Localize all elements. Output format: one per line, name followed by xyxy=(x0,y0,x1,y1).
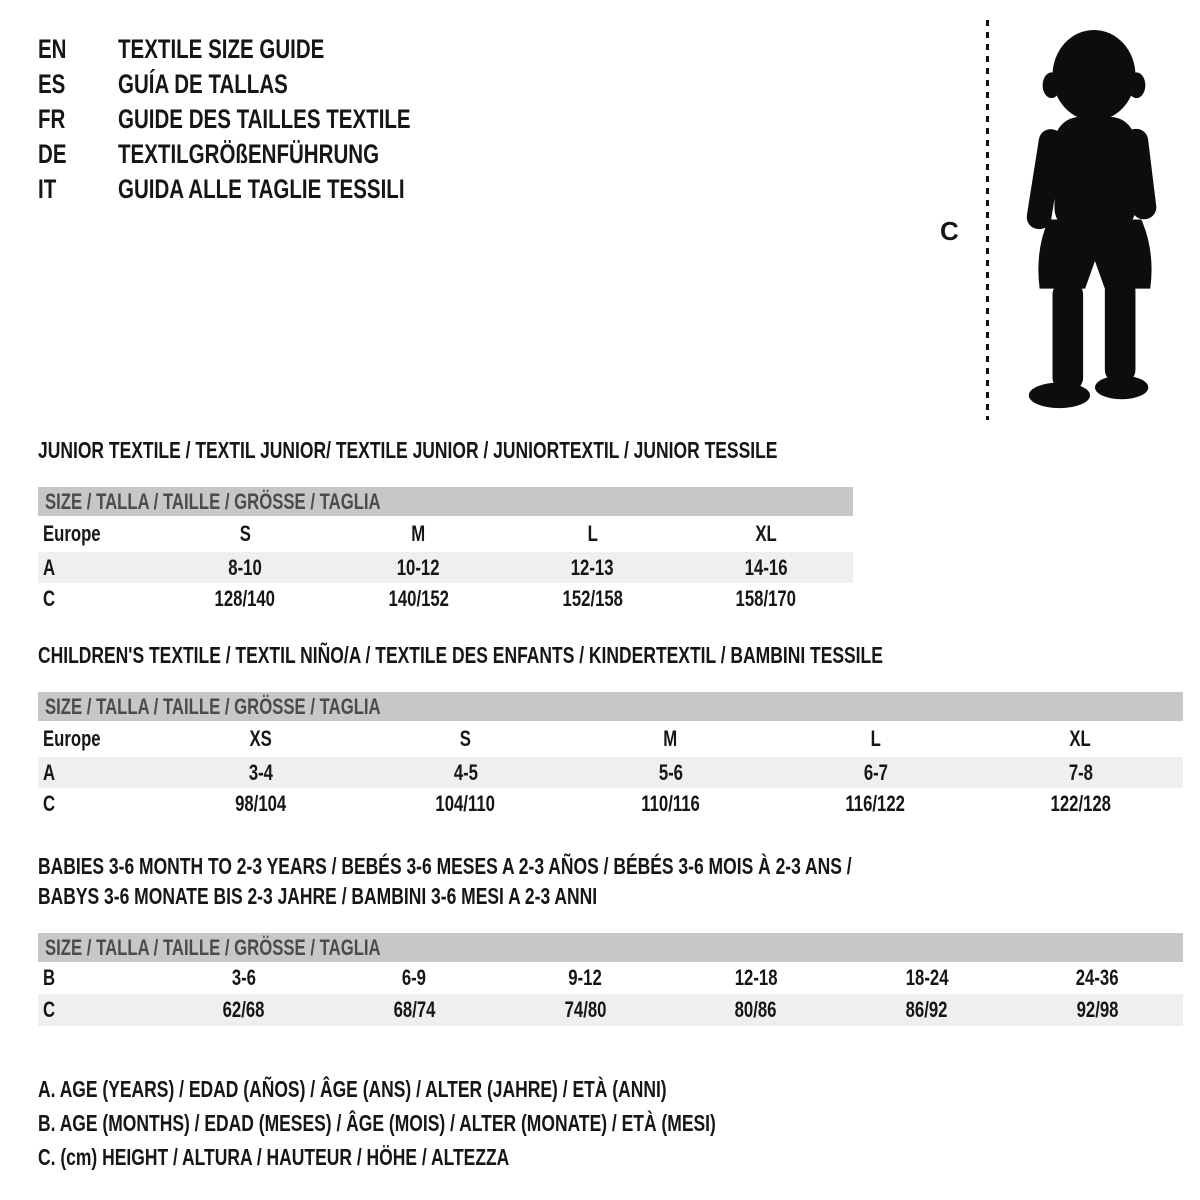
table-cell xyxy=(679,516,853,552)
table-cell xyxy=(332,516,506,552)
language-code xyxy=(38,32,118,67)
cell-text: 158/170 xyxy=(735,585,797,611)
section-babies xyxy=(38,851,1200,1026)
baby-silhouette-icon xyxy=(1001,26,1183,421)
size-header-bar xyxy=(38,487,853,516)
table-cell xyxy=(506,552,680,583)
section-children xyxy=(38,642,1200,819)
section-heading-line xyxy=(38,881,1200,911)
section-junior xyxy=(38,437,1200,614)
row-label-text: C xyxy=(43,585,56,611)
row-label-text: Europe xyxy=(43,726,101,751)
language-code xyxy=(38,172,118,207)
row-label-cell xyxy=(38,962,158,994)
table-cell xyxy=(329,994,500,1026)
legend-text: B. AGE (MONTHS) / EDAD (MESES) / ÂGE (MOIS) / ALTER (MONATE) / ETÀ (MESI) xyxy=(38,1110,716,1136)
table-cell xyxy=(506,583,680,614)
language-title xyxy=(118,137,462,172)
size-table xyxy=(38,721,1183,819)
row-label-cell xyxy=(38,788,158,819)
table-cell xyxy=(841,994,1012,1026)
cell-text: 104/110 xyxy=(435,790,496,816)
cell-text: 128/140 xyxy=(214,585,276,611)
section-heading-line xyxy=(38,851,1200,881)
cell-text: M xyxy=(663,726,678,751)
cell-text: 68/74 xyxy=(393,997,436,1022)
table-cell xyxy=(363,757,568,788)
table-cell xyxy=(158,516,332,552)
table-cell xyxy=(978,788,1183,819)
cell-text: 122/128 xyxy=(1050,790,1111,816)
table-row xyxy=(38,721,1183,757)
cell-text: 62/68 xyxy=(222,997,265,1022)
table-cell xyxy=(158,788,363,819)
row-label-cell xyxy=(38,721,158,757)
cell-text: 86/92 xyxy=(905,997,948,1022)
table-cell xyxy=(363,721,568,757)
cell-text: 92/98 xyxy=(1076,997,1119,1022)
table-cell xyxy=(158,552,332,583)
table-cell xyxy=(158,583,332,614)
cell-text: 116/122 xyxy=(845,790,906,816)
cell-text: 7-8 xyxy=(1068,759,1093,785)
section-heading-text: CHILDREN'S TEXTILE / TEXTIL NIÑO/A / TEXTILE DES ENFANTS / KINDERTEXTIL / BAMBINI TESSILE xyxy=(38,642,883,668)
table-cell xyxy=(500,962,671,994)
cell-text: M xyxy=(411,521,426,546)
section-heading-text: BABYS 3-6 MONATE BIS 2-3 JAHRE / BAMBINI 3-6 MESI A 2-3 ANNI xyxy=(38,883,598,909)
language-code-text: DE xyxy=(38,139,67,169)
cell-text: 98/104 xyxy=(234,790,287,816)
cell-text: XL xyxy=(1069,726,1092,751)
cell-text: 6-9 xyxy=(402,965,427,990)
table-cell xyxy=(679,583,853,614)
language-title-text: GUIDE DES TAILLES TEXTILE xyxy=(118,104,411,134)
section-heading xyxy=(38,851,1200,911)
cell-text: 74/80 xyxy=(564,997,606,1022)
table-cell xyxy=(841,962,1012,994)
legend xyxy=(38,1072,1200,1174)
table-row xyxy=(38,583,853,614)
height-figure xyxy=(906,20,1198,434)
table-cell xyxy=(158,757,363,788)
cell-text: 24-36 xyxy=(1076,965,1119,990)
section-heading xyxy=(38,642,1200,668)
table-cell xyxy=(568,757,773,788)
cell-text: 12-18 xyxy=(734,965,778,990)
language-title-text: GUÍA DE TALLAS xyxy=(118,69,288,99)
size-table xyxy=(38,516,853,614)
cell-text: 3-6 xyxy=(231,965,256,990)
size-table xyxy=(38,962,1183,1026)
cell-text: 80/86 xyxy=(734,997,777,1022)
table-cell xyxy=(332,583,506,614)
table-cell xyxy=(1012,994,1183,1026)
size-header-bar xyxy=(38,692,1183,721)
legend-text: C. (cm) HEIGHT / ALTURA / HAUTEUR / HÖHE / ALTEZZA xyxy=(38,1144,510,1170)
language-code xyxy=(38,137,118,172)
cell-text: S xyxy=(239,521,251,546)
table-row xyxy=(38,757,1183,788)
row-label-text: C xyxy=(43,997,56,1022)
table-cell xyxy=(329,962,500,994)
table-row xyxy=(38,994,1183,1026)
language-title xyxy=(118,172,495,207)
height-dashed-line xyxy=(986,20,989,420)
cell-text: 152/158 xyxy=(562,585,623,611)
table-row xyxy=(38,516,853,552)
size-header-bar xyxy=(38,933,1183,962)
table-cell xyxy=(773,721,978,757)
language-code xyxy=(38,67,118,102)
table-cell xyxy=(670,994,841,1026)
legend-text: A. AGE (YEARS) / EDAD (AÑOS) / ÂGE (ANS) / ALTER (JAHRE) / ETÀ (ANNI) xyxy=(38,1076,667,1102)
cell-text: 110/116 xyxy=(641,790,700,816)
row-label-cell xyxy=(38,757,158,788)
table-cell xyxy=(773,788,978,819)
cell-text: L xyxy=(587,521,598,546)
table-cell xyxy=(158,994,329,1026)
table-row xyxy=(38,962,1183,994)
table-cell xyxy=(978,721,1183,757)
cell-text: 12-13 xyxy=(570,554,614,580)
table-cell xyxy=(679,552,853,583)
table-cell xyxy=(363,788,568,819)
legend-line-a xyxy=(38,1072,1200,1106)
size-header-text: SIZE / TALLA / TAILLE / GRÖSSE / TAGLIA xyxy=(45,935,381,960)
table-cell xyxy=(568,788,773,819)
language-code-text: FR xyxy=(38,104,66,134)
language-title xyxy=(118,67,342,102)
cell-text: 14-16 xyxy=(744,554,788,580)
cell-text: 18-24 xyxy=(905,965,949,990)
cell-text: L xyxy=(870,726,881,751)
language-code-text: EN xyxy=(38,34,67,64)
language-code-text: ES xyxy=(38,69,66,99)
size-header-text: SIZE / TALLA / TAILLE / GRÖSSE / TAGLIA xyxy=(45,694,381,719)
language-title-text: TEXTILE SIZE GUIDE xyxy=(118,34,325,64)
table-row xyxy=(38,788,1183,819)
height-line-label: C xyxy=(940,216,959,246)
language-title xyxy=(118,32,390,67)
cell-text: 9-12 xyxy=(568,965,602,990)
language-code-text: IT xyxy=(38,174,57,204)
row-label-cell xyxy=(38,994,158,1026)
row-label-text: A xyxy=(43,554,56,580)
cell-text: 8-10 xyxy=(228,554,262,580)
cell-text: 140/152 xyxy=(388,585,449,611)
legend-line-c xyxy=(38,1140,1200,1174)
table-cell xyxy=(158,962,329,994)
language-title-text: TEXTILGRÖßENFÜHRUNG xyxy=(118,139,380,169)
row-label-text: C xyxy=(43,790,56,816)
table-cell xyxy=(1012,962,1183,994)
table-cell xyxy=(773,757,978,788)
cell-text: 5-6 xyxy=(658,759,683,785)
cell-text: 10-12 xyxy=(397,554,441,580)
row-label-cell xyxy=(38,583,158,614)
row-label-text: Europe xyxy=(43,521,101,546)
table-cell xyxy=(978,757,1183,788)
language-code xyxy=(38,102,118,137)
cell-text: 3-4 xyxy=(248,759,273,785)
document-header xyxy=(38,32,1200,432)
cell-text: 6-7 xyxy=(863,759,888,785)
cell-text: XL xyxy=(755,521,777,546)
table-cell xyxy=(506,516,680,552)
table-cell xyxy=(158,721,363,757)
section-heading-text: BABIES 3-6 MONTH TO 2-3 YEARS / BEBÉS 3-6 MESES A 2-3 AÑOS / BÉBÉS 3-6 MOIS À 2-3 ANS / xyxy=(38,853,852,879)
row-label-cell xyxy=(38,552,158,583)
table-cell xyxy=(568,721,773,757)
row-label-text: A xyxy=(43,759,56,785)
table-cell xyxy=(670,962,841,994)
cell-text: 4-5 xyxy=(453,759,478,785)
section-heading-text: JUNIOR TEXTILE / TEXTIL JUNIOR/ TEXTILE JUNIOR / JUNIORTEXTIL / JUNIOR TESSILE xyxy=(38,437,778,463)
table-cell xyxy=(500,994,671,1026)
size-header-text: SIZE / TALLA / TAILLE / GRÖSSE / TAGLIA xyxy=(45,489,381,514)
table-row xyxy=(38,552,853,583)
cell-text: S xyxy=(459,726,472,751)
section-heading xyxy=(38,437,1200,463)
table-cell xyxy=(332,552,506,583)
row-label-text: B xyxy=(43,965,56,990)
cell-text: XS xyxy=(249,726,272,751)
language-title-text: GUIDA ALLE TAGLIE TESSILI xyxy=(118,174,405,204)
row-label-cell xyxy=(38,516,158,552)
legend-line-b xyxy=(38,1106,1200,1140)
language-title xyxy=(118,102,503,137)
